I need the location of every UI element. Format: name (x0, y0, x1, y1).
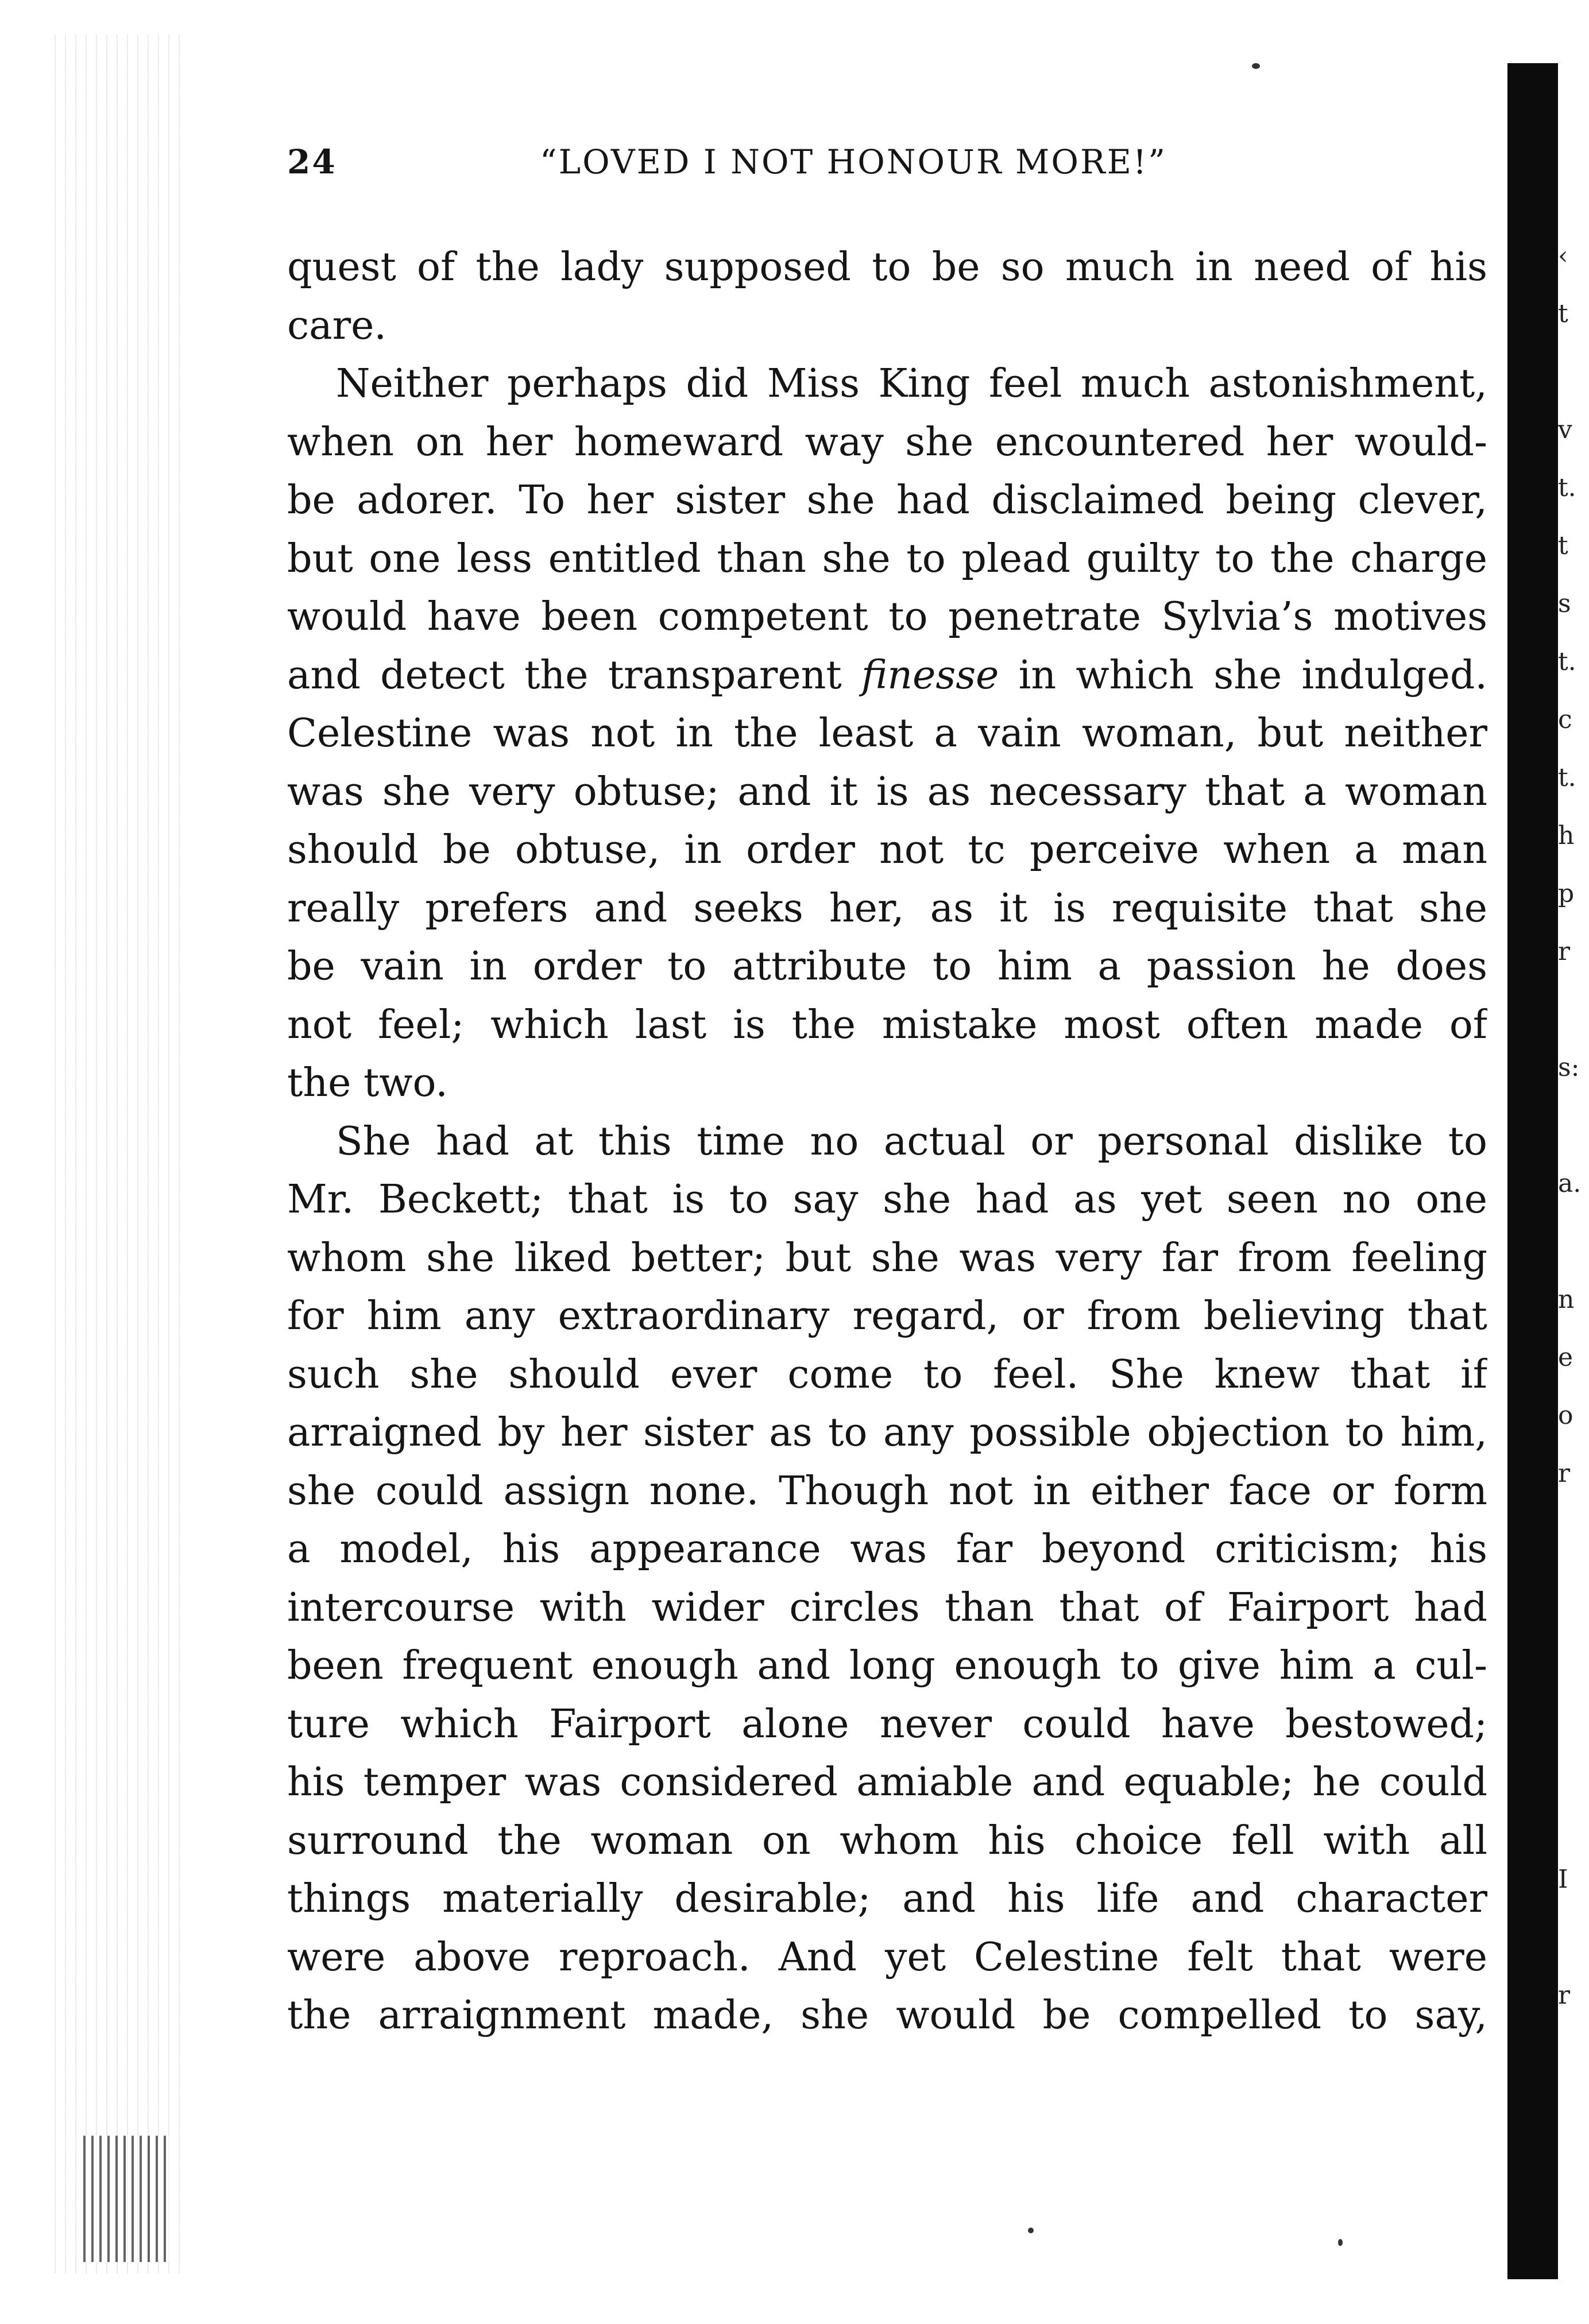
text-line: but one less entitled than she to plead guilty to the charge (287, 536, 1487, 582)
facing-page-fragment (1558, 1691, 1589, 1749)
facing-page-fragment: r (1558, 1459, 1571, 1488)
page-number: 24 (287, 142, 337, 181)
ink-speck (1028, 2228, 1034, 2233)
text-line: not feel; which last is the mistake most often made of (287, 1002, 1487, 1048)
facing-page-fragment (1558, 1575, 1589, 1633)
text-line: should be obtuse, in order not tc perceive when a man (287, 827, 1487, 873)
running-head (287, 142, 1505, 194)
body-text (287, 238, 1487, 2045)
facing-page-fragment (1558, 1807, 1589, 1865)
text-line: be adorer. To her sister she had disclaimed being clever, (287, 478, 1487, 523)
facing-page-fragment: r (1558, 937, 1571, 966)
italic-word: finesse (861, 652, 999, 698)
text-line: were above reproach. And yet Celestine felt that were (287, 1934, 1487, 1980)
text-line: really prefers and seeks her, as it is requisite that she (287, 885, 1487, 931)
facing-page-fragment: t. (1558, 473, 1576, 502)
facing-page-fragment: I (1558, 1865, 1568, 1894)
text-line: arraigned by her sister as to any possible objection to him, (287, 1410, 1487, 1455)
text-line: Neither perhaps did Miss King feel much astonishment, (336, 361, 1487, 406)
facing-page-fragment (1558, 1227, 1589, 1285)
binding-spine (83, 2136, 169, 2262)
facing-page-fragment: t (1558, 531, 1568, 560)
facing-page-fragment: a. (1558, 1169, 1582, 1198)
text-line: quest of the lady supposed to be so much in need of his (287, 245, 1487, 290)
text-line: She had at this time no actual or personal dislike to (336, 1118, 1487, 1164)
text-line: care. (287, 303, 386, 348)
text-line: the two. (287, 1060, 448, 1106)
facing-page-fragment: c (1558, 705, 1572, 734)
ink-speck (1338, 2239, 1343, 2246)
facing-page-fragment: s: (1558, 1053, 1580, 1082)
facing-page-fragment: h (1558, 821, 1575, 850)
text-line: whom she liked better; but she was very far from feeling (287, 1235, 1487, 1281)
text-run: and detect the transparent (287, 652, 861, 698)
facing-page-fragment: e (1558, 1343, 1573, 1372)
facing-page-fragment: o (1558, 1401, 1573, 1430)
text-line: his temper was considered amiable and equable; he could (287, 1760, 1487, 1805)
text-line: ture which Fairport alone never could have bestowed; (287, 1701, 1487, 1747)
text-line: been frequent enough and long enough to give him a cul- (287, 1643, 1487, 1688)
text-line: such she should ever come to feel. She knew that if (287, 1351, 1487, 1397)
facing-page-fragment (1558, 357, 1589, 415)
text-line: things materially desirable; and his life and character (287, 1876, 1487, 1922)
facing-page-fragment: t. (1558, 647, 1576, 676)
facing-page-fragment: ‹ (1558, 241, 1568, 270)
facing-page-fragment: r (1558, 1981, 1571, 2010)
text-line: was she very obtuse; and it is as necessary that a woman (287, 769, 1487, 815)
facing-page-fragment (1558, 995, 1589, 1053)
text-line: for him any extraordinary regard, or from believing that (287, 1293, 1487, 1339)
facing-page-fragment (1558, 1923, 1589, 1981)
facing-page-shadow (1507, 63, 1558, 2279)
text-run: in which she indulged. (999, 652, 1487, 698)
text-line: surround the woman on whom his choice fell with all (287, 1818, 1487, 1864)
text-line: Mr. Beckett; that is to say she had as yet seen no one (287, 1177, 1487, 1222)
facing-page-fragment (1558, 1749, 1589, 1807)
facing-page-fragment: t. (1558, 763, 1576, 792)
facing-page-fragment (1558, 1111, 1589, 1169)
facing-page-fragment: p (1558, 879, 1575, 908)
text-line: when on her homeward way she encountered her would- (287, 419, 1487, 465)
facing-page-fragment (1558, 1633, 1589, 1691)
facing-page-fragment: n (1558, 1285, 1575, 1314)
facing-page-fragment: v (1558, 415, 1572, 444)
text-line: she could assign none. Though not in either face or form (287, 1468, 1487, 1514)
running-title: “LOVED I NOT HONOUR MORE!” (540, 142, 1167, 181)
ink-speck (1252, 63, 1260, 69)
facing-page-fragment: s (1558, 589, 1571, 618)
facing-page-fragment (1558, 1517, 1589, 1575)
facing-page-letters (1558, 241, 1589, 2124)
text-line: be vain in order to attribute to him a passion he does (287, 944, 1487, 989)
left-gutter-bleed (55, 34, 187, 2273)
text-line: would have been competent to penetrate Sylvia’s motives (287, 594, 1487, 640)
facing-page-fragment: t (1558, 299, 1568, 328)
text-line: intercourse with wider circles than that of Fairport had (287, 1585, 1487, 1630)
text-line (287, 646, 1487, 705)
text-line: Celestine was not in the least a vain woman, but neither (287, 711, 1487, 756)
text-line: a model, his appearance was far beyond criticism; his (287, 1527, 1487, 1572)
text-line: the arraignment made, she would be compelled to say, (287, 1993, 1487, 2038)
